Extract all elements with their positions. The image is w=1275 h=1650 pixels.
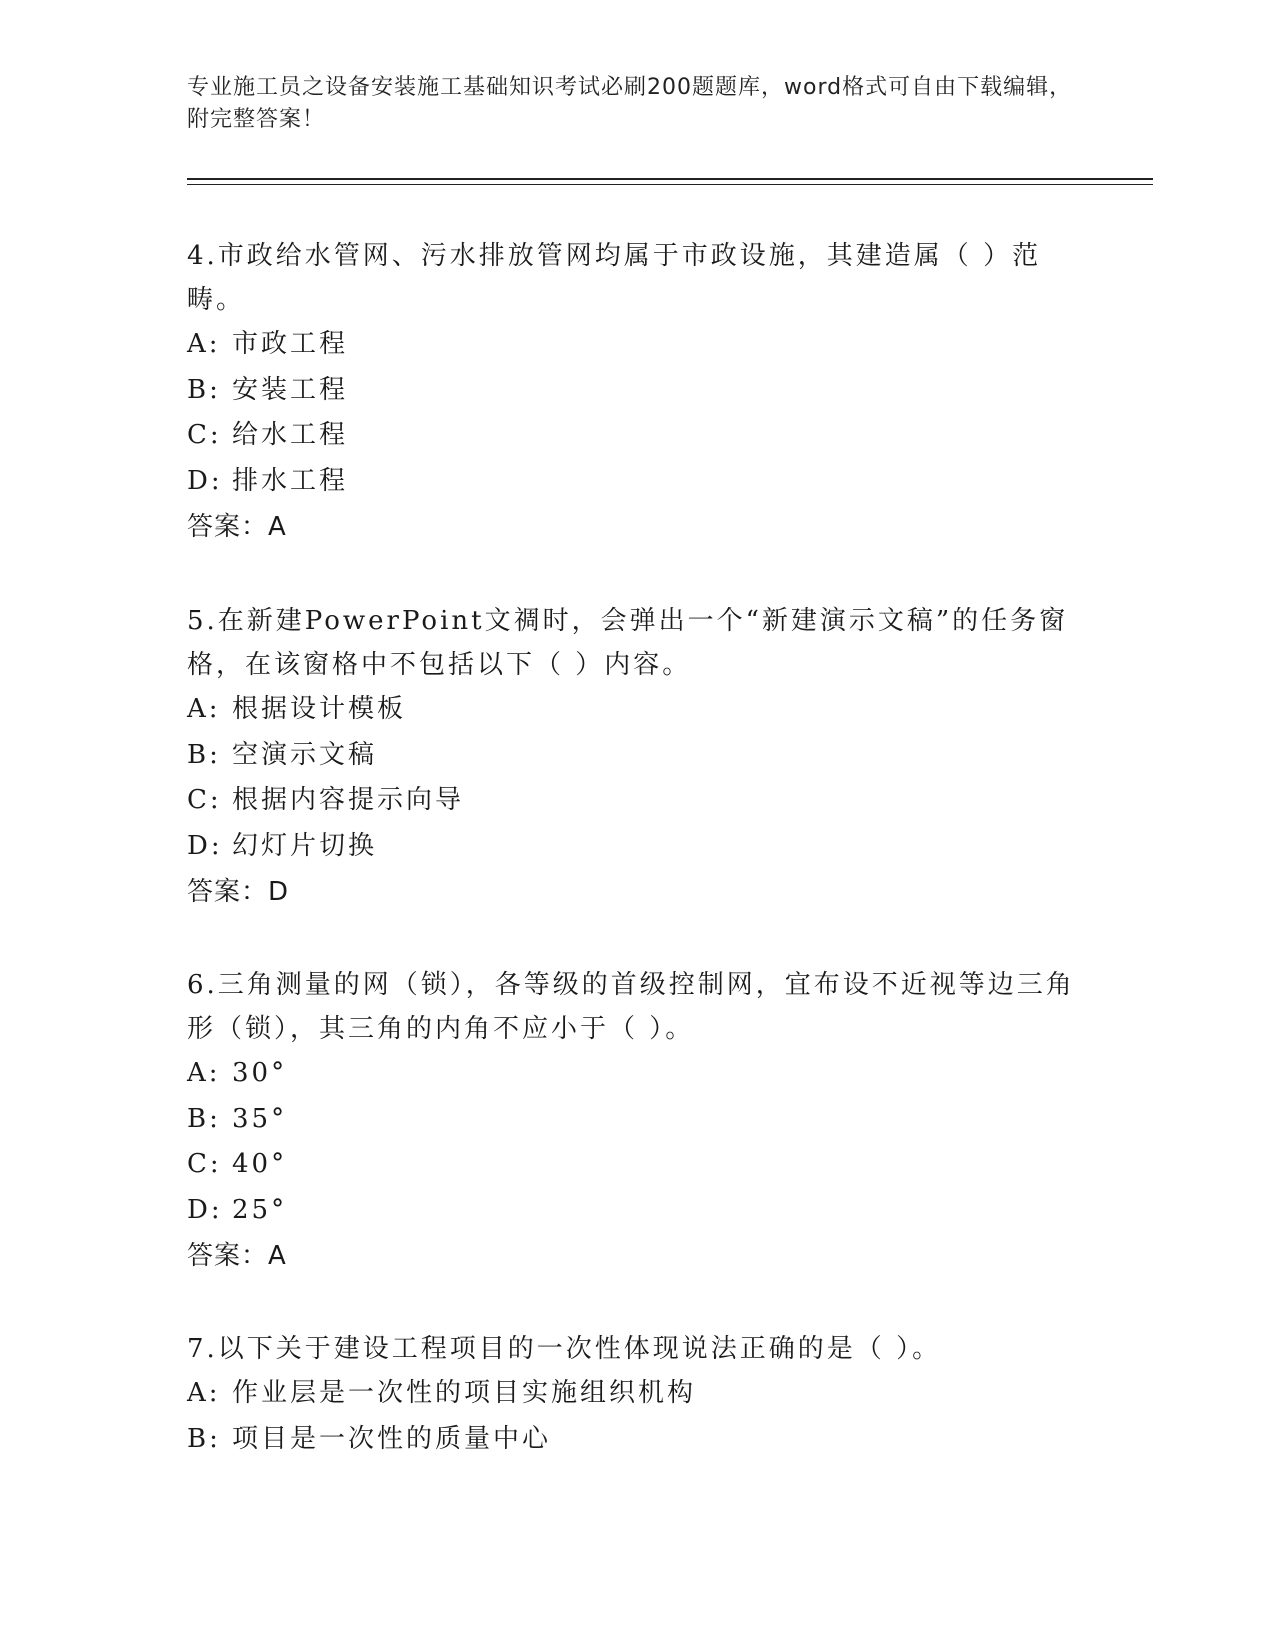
option-text: 30° (232, 1058, 288, 1088)
question-text: 5.在新建PowerPoint文禂时，会弹出一个“新建演示文稿”的任务窗格，在该窗格中不包括以下（ ）内容。 (187, 606, 1069, 680)
option-text: 空演示文稿 (232, 739, 378, 770)
option-letter: B: (187, 739, 221, 770)
option-a (187, 1371, 1087, 1417)
header-divider-bottom (187, 184, 1153, 185)
option-c (187, 413, 1087, 459)
option-letter: B: (187, 1423, 221, 1454)
option-text: 幻灯片切换 (232, 830, 378, 861)
option-letter: B: (187, 1103, 221, 1134)
question-6 (187, 963, 1087, 1279)
answer-line: 答案：D (187, 877, 290, 907)
option-letter: C: (187, 420, 222, 450)
option-letter: A: (187, 1378, 221, 1408)
option-text: 项目是一次性的质量中心 (232, 1423, 552, 1454)
option-text: 35° (232, 1103, 288, 1134)
option-text: 25° (232, 1194, 288, 1225)
option-letter: B: (187, 374, 221, 405)
answer-line: 答案：A (187, 512, 287, 542)
option-text: 市政工程 (232, 329, 349, 359)
option-letter: A: (187, 1058, 221, 1088)
option-text: 根据内容提示向导 (232, 785, 465, 815)
option-letter: D: (187, 465, 223, 496)
option-b (187, 733, 1087, 779)
option-d (187, 459, 1087, 505)
option-c (187, 1142, 1087, 1188)
option-c (187, 778, 1087, 824)
option-letter: A: (187, 329, 221, 359)
question-text: 4.市政给水管网、污水排放管网均属于市政设施，其建造属（ ）范畴。 (187, 241, 1042, 315)
question-text: 7.以下关于建设工程项目的一次性体现说法正确的是（ ）。 (187, 1334, 942, 1364)
option-text: 给水工程 (232, 420, 349, 450)
option-text: 排水工程 (232, 465, 349, 496)
question-4 (187, 234, 1087, 550)
option-letter: D: (187, 830, 223, 861)
question-5 (187, 599, 1087, 915)
option-d (187, 1188, 1087, 1234)
option-letter: D: (187, 1194, 223, 1225)
option-text: 40° (232, 1149, 288, 1179)
question-7 (187, 1327, 1087, 1462)
option-letter: A: (187, 694, 221, 724)
option-letter: C: (187, 785, 222, 815)
question-text: 6.三角测量的网（锁），各等级的首级控制网，宜布设不近视等边三角形（锁），其三角的内角不应小于（ ）。 (187, 970, 1075, 1044)
document-header: 专业施工员之设备安装施工基础知识考试必刷200题题库，word格式可自由下载编辑，附完整答案！ (187, 75, 1073, 132)
option-b (187, 1097, 1087, 1143)
option-text: 根据设计模板 (232, 694, 407, 724)
option-letter: C: (187, 1149, 222, 1179)
option-a (187, 322, 1087, 368)
option-text: 安装工程 (232, 374, 349, 405)
header-divider-top (187, 178, 1153, 180)
option-a (187, 1051, 1087, 1097)
option-text: 作业层是一次性的项目实施组织机构 (232, 1378, 697, 1408)
option-d (187, 824, 1087, 870)
option-b (187, 368, 1087, 414)
option-a (187, 687, 1087, 733)
answer-line: 答案：A (187, 1241, 287, 1271)
option-b (187, 1417, 1087, 1463)
